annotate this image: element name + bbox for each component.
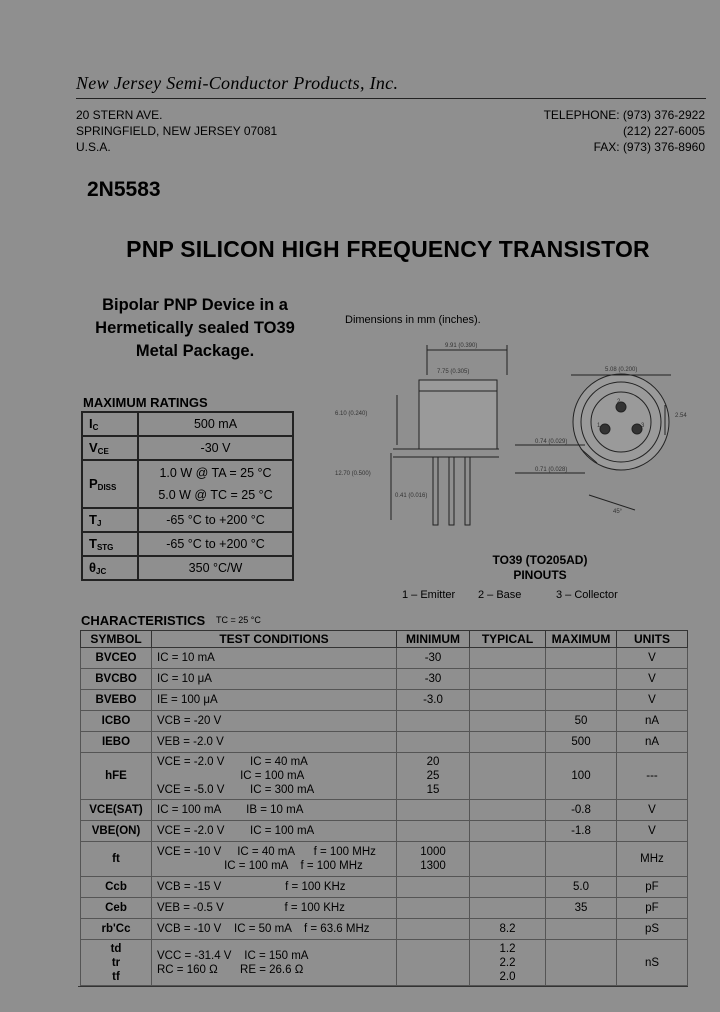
min-cell <box>397 898 470 919</box>
symbol-cell: rb'Cc <box>81 919 152 940</box>
rating-value <box>138 460 293 508</box>
max-ratings-table <box>81 411 294 581</box>
rating-value-line: 1.0 W @ TA = 25 °C <box>159 466 272 480</box>
table-row <box>81 711 688 732</box>
condition-cell: VCE = -2.0 V IC = 40 mA IC = 100 mA VCE = -5.0 V IC = 300 mA <box>152 753 397 800</box>
unit-cell: MHz <box>617 842 688 877</box>
table-row <box>81 753 688 800</box>
bottom-divider <box>78 986 688 987</box>
unit-cell: nA <box>617 711 688 732</box>
telephone-line: (212) 227-6005 <box>622 124 705 138</box>
min-cell: -3.0 <box>397 690 470 711</box>
symbol-cell: Ccb <box>81 877 152 898</box>
pin-2-label: 2 – Base <box>478 589 522 601</box>
condition-cell: VEB = -2.0 V <box>152 732 397 753</box>
table-row <box>81 919 688 940</box>
max-cell: -0.8 <box>546 800 617 821</box>
table-row <box>81 821 688 842</box>
rating-symbol: $T_J$ <box>82 508 138 532</box>
symbol-cell: Ceb <box>81 898 152 919</box>
symbol-cell: hFE <box>81 753 152 800</box>
typ-cell: 1.2 2.2 2.0 <box>470 940 546 986</box>
symbol-cell: IEBO <box>81 732 152 753</box>
symbol-cell: BVCEO <box>81 648 152 669</box>
svg-text:7.75 (0.305): 7.75 (0.305) <box>437 369 470 375</box>
pin-1-label: 1 – Emitter <box>402 589 456 601</box>
table-row <box>81 877 688 898</box>
max-cell: 5.0 <box>546 877 617 898</box>
table-header-row <box>81 631 688 648</box>
characteristics-table <box>80 630 688 986</box>
condition-cell: VCB = -10 V IC = 50 mA f = 63.6 MHz <box>152 919 397 940</box>
min-cell <box>397 877 470 898</box>
table-row <box>81 898 688 919</box>
svg-text:0.71 (0.028): 0.71 (0.028) <box>535 467 568 473</box>
rating-value: -65 °C to +200 °C <box>138 508 293 532</box>
symbol-cell: ICBO <box>81 711 152 732</box>
telephone-line: TELEPHONE: (973) 376-2922 <box>543 108 705 122</box>
typ-cell: 8.2 <box>470 919 546 940</box>
min-cell <box>397 821 470 842</box>
table-row <box>81 732 688 753</box>
typ-cell <box>470 821 546 842</box>
min-cell <box>397 800 470 821</box>
condition-cell: VCE = -10 V IC = 40 mA f = 100 MHz IC = 100 mA f = 100 MHz <box>152 842 397 877</box>
address-line: U.S.A. <box>76 140 111 154</box>
symbol-cell: ft <box>81 842 152 877</box>
package-name: TO39 (TO205AD) <box>492 553 588 567</box>
unit-cell: V <box>617 821 688 842</box>
unit-cell: V <box>617 669 688 690</box>
symbol-cell: BVCBO <box>81 669 152 690</box>
typ-cell <box>470 669 546 690</box>
column-header: TEST CONDITIONS <box>152 631 397 648</box>
table-row <box>82 412 293 436</box>
unit-cell: --- <box>617 753 688 800</box>
typ-cell <box>470 898 546 919</box>
address-line: 20 STERN AVE. <box>76 108 163 122</box>
unit-cell: V <box>617 648 688 669</box>
max-cell <box>546 940 617 986</box>
rating-value: 500 mA <box>138 412 293 436</box>
table-row <box>81 842 688 877</box>
typ-cell <box>470 800 546 821</box>
company-name: New Jersey Semi-Conductor Products, Inc. <box>76 73 399 93</box>
symbol-cell: td tr tf <box>81 940 152 986</box>
unit-cell: V <box>617 800 688 821</box>
condition-cell: IC = 10 mA <box>152 648 397 669</box>
condition-cell: VEB = -0.5 V f = 100 KHz <box>152 898 397 919</box>
table-row <box>81 690 688 711</box>
column-header: MINIMUM <box>397 631 470 648</box>
rating-value-line: 5.0 W @ TC = 25 °C <box>158 488 273 502</box>
svg-text:9.91 (0.390): 9.91 (0.390) <box>445 343 478 349</box>
characteristics-condition: TC = 25 °C <box>216 615 261 625</box>
condition-cell: IC = 10 μA <box>152 669 397 690</box>
typ-cell <box>470 753 546 800</box>
header-divider <box>76 98 706 99</box>
max-cell <box>546 690 617 711</box>
symbol-cell: VBE(ON) <box>81 821 152 842</box>
max-cell: 35 <box>546 898 617 919</box>
pin-3-label: 3 – Collector <box>556 589 618 601</box>
fax-line: FAX: (973) 376-8960 <box>593 140 705 154</box>
typ-cell <box>470 732 546 753</box>
table-row <box>81 940 688 986</box>
table-row <box>82 532 293 556</box>
min-cell: 1000 1300 <box>397 842 470 877</box>
document-title: PNP SILICON HIGH FREQUENCY TRANSISTOR <box>126 236 650 262</box>
typ-cell <box>470 648 546 669</box>
svg-text:0.41 (0.016): 0.41 (0.016) <box>395 493 428 499</box>
symbol-cell: VCE(SAT) <box>81 800 152 821</box>
column-header: TYPICAL <box>470 631 546 648</box>
column-header: MAXIMUM <box>546 631 617 648</box>
column-header: UNITS <box>617 631 688 648</box>
rating-symbol: $V_{CE}$ <box>82 436 138 460</box>
column-header: SYMBOL <box>81 631 152 648</box>
description-line: Bipolar PNP Device in a <box>102 296 288 314</box>
rating-symbol: $\theta_{JC}$ <box>82 556 138 580</box>
min-cell <box>397 940 470 986</box>
min-cell <box>397 711 470 732</box>
min-cell <box>397 732 470 753</box>
company-address <box>76 107 277 155</box>
svg-text:2.54: 2.54 <box>675 413 687 419</box>
table-row <box>81 669 688 690</box>
pinouts-label: PINOUTS <box>513 568 567 582</box>
rating-symbol: $I_C$ <box>82 412 138 436</box>
condition-cell: VCE = -2.0 V IC = 100 mA <box>152 821 397 842</box>
unit-cell: nS <box>617 940 688 986</box>
min-cell: -30 <box>397 669 470 690</box>
svg-text:0.74 (0.029): 0.74 (0.029) <box>535 439 568 445</box>
unit-cell: pF <box>617 898 688 919</box>
max-ratings-title: MAXIMUM RATINGS <box>83 395 208 410</box>
dimensions-note: Dimensions in mm (inches). <box>345 314 481 326</box>
table-row <box>82 556 293 580</box>
svg-text:3: 3 <box>641 423 645 429</box>
description-line: Metal Package. <box>135 342 255 360</box>
address-line: SPRINGFIELD, NEW JERSEY 07081 <box>76 124 278 138</box>
rating-value: 350 °C/W <box>138 556 293 580</box>
characteristics-title: CHARACTERISTICS <box>81 613 206 628</box>
max-cell <box>546 669 617 690</box>
unit-cell: pF <box>617 877 688 898</box>
rating-symbol: $P_{DISS}$ <box>82 460 138 508</box>
condition-cell: VCB = -15 V f = 100 KHz <box>152 877 397 898</box>
max-cell: 100 <box>546 753 617 800</box>
svg-text:6.10 (0.240): 6.10 (0.240) <box>335 411 368 417</box>
max-cell: 50 <box>546 711 617 732</box>
min-cell: -30 <box>397 648 470 669</box>
svg-text:5.08 (0.200): 5.08 (0.200) <box>605 367 638 373</box>
symbol-cell: BVEBO <box>81 690 152 711</box>
svg-text:1: 1 <box>597 423 601 429</box>
condition-cell: VCB = -20 V <box>152 711 397 732</box>
condition-cell: IC = 100 mA IB = 10 mA <box>152 800 397 821</box>
max-cell <box>546 842 617 877</box>
description-line: Hermetically sealed TO39 <box>95 319 295 337</box>
svg-text:12.70 (0.500): 12.70 (0.500) <box>335 471 371 477</box>
device-description <box>70 294 320 363</box>
typ-cell <box>470 877 546 898</box>
part-number: 2N5583 <box>87 178 161 201</box>
table-row <box>81 648 688 669</box>
max-cell: -1.8 <box>546 821 617 842</box>
condition-cell: VCC = -31.4 V IC = 150 mA RC = 160 Ω RE = 26.6 Ω <box>152 940 397 986</box>
condition-cell: IE = 100 μA <box>152 690 397 711</box>
rating-value: -30 V <box>138 436 293 460</box>
typ-cell <box>470 690 546 711</box>
table-row <box>81 800 688 821</box>
table-row <box>82 508 293 532</box>
max-cell: 500 <box>546 732 617 753</box>
table-row <box>82 436 293 460</box>
typ-cell <box>470 842 546 877</box>
svg-text:2: 2 <box>617 399 621 405</box>
unit-cell: pS <box>617 919 688 940</box>
rating-value: -65 °C to +200 °C <box>138 532 293 556</box>
typ-cell <box>470 711 546 732</box>
min-cell <box>397 919 470 940</box>
min-cell: 20 25 15 <box>397 753 470 800</box>
svg-text:45°: 45° <box>613 509 623 515</box>
max-cell <box>546 919 617 940</box>
contact-info <box>544 107 705 155</box>
unit-cell: V <box>617 690 688 711</box>
unit-cell: nA <box>617 732 688 753</box>
package-drawing <box>335 335 705 535</box>
rating-symbol: $T_{STG}$ <box>82 532 138 556</box>
table-row <box>82 460 293 508</box>
max-cell <box>546 648 617 669</box>
